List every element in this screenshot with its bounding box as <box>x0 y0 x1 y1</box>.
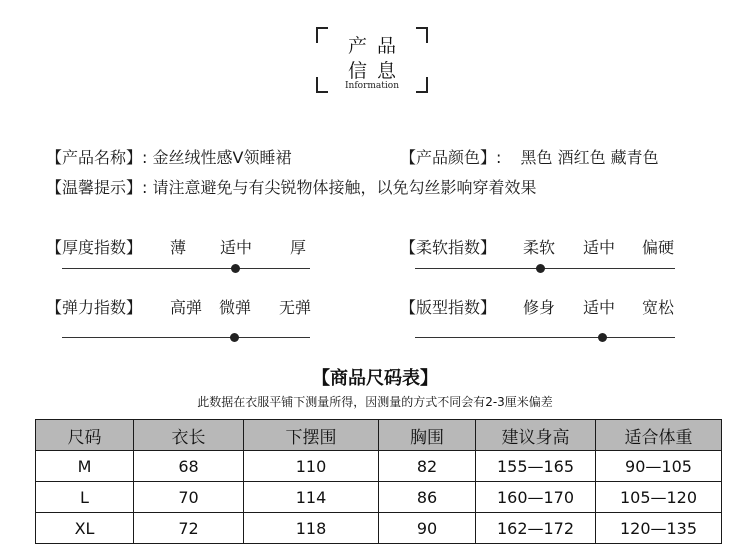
thickness-option-1: 薄 <box>170 238 187 257</box>
softness-option-2: 适中 <box>583 238 616 257</box>
softness-option-1: 柔软 <box>523 238 556 257</box>
header-title-line1: 产品 <box>347 35 406 57</box>
fit-option-3: 宽松 <box>642 298 675 317</box>
header-height: 建议身高 <box>476 420 596 451</box>
header-subtitle: Information <box>344 81 399 91</box>
header-length: 衣长 <box>134 420 244 451</box>
table-cell: 110 <box>244 451 379 482</box>
table-cell: XL <box>36 513 134 544</box>
table-cell: 105—120 <box>596 482 722 513</box>
table-row <box>36 451 722 482</box>
elasticity-option-3: 无弹 <box>279 298 312 317</box>
fit-option-1: 修身 <box>523 298 556 317</box>
thickness-index-label: 【厚度指数】 <box>46 238 143 257</box>
size-table-title: 【商品尺码表】 <box>312 368 438 389</box>
fit-option-2: 适中 <box>583 298 616 317</box>
thickness-scale <box>62 268 310 269</box>
table-cell: 162—172 <box>476 513 596 544</box>
header-size: 尺码 <box>36 420 134 451</box>
table-cell: 120—135 <box>596 513 722 544</box>
table-cell: 155—165 <box>476 451 596 482</box>
table-cell: 90—105 <box>596 451 722 482</box>
product-color-value: 黑色 酒红色 藏青色 <box>520 148 659 167</box>
softness-scale <box>415 268 675 269</box>
size-table-header-row <box>36 420 722 451</box>
table-cell: 68 <box>134 451 244 482</box>
elasticity-marker <box>230 333 239 342</box>
table-cell: 86 <box>379 482 476 513</box>
fit-marker <box>598 333 607 342</box>
table-cell: 72 <box>134 513 244 544</box>
fit-index-label: 【版型指数】 <box>400 298 497 317</box>
size-table-subtitle: 此数据在衣服平铺下测量所得，因测量的方式不同会有2-3厘米偏差 <box>197 395 553 409</box>
thickness-option-2: 适中 <box>220 238 253 257</box>
product-name-row <box>46 145 291 168</box>
table-cell: 160—170 <box>476 482 596 513</box>
table-cell: 118 <box>244 513 379 544</box>
tip-row <box>46 175 537 198</box>
size-table <box>35 419 722 544</box>
tip-label: 【温馨提示】: <box>46 178 148 197</box>
product-color-row <box>400 145 659 168</box>
header-title-line2: 信息 <box>347 60 406 82</box>
elasticity-option-2: 微弹 <box>219 298 252 317</box>
thickness-marker <box>231 264 240 273</box>
header-frame <box>316 27 428 93</box>
tip-value: 请注意避免与有尖锐物体接触，以免勾丝影响穿着效果 <box>152 178 537 197</box>
header-bust: 胸围 <box>379 420 476 451</box>
table-cell: 114 <box>244 482 379 513</box>
softness-option-3: 偏硬 <box>642 238 675 257</box>
table-row <box>36 513 722 544</box>
softness-marker <box>536 264 545 273</box>
product-name-value: 金丝绒性感V领睡裙 <box>152 148 292 167</box>
table-row <box>36 482 722 513</box>
header-hem: 下摆围 <box>244 420 379 451</box>
fit-scale <box>415 337 675 338</box>
table-cell: L <box>36 482 134 513</box>
table-cell: 90 <box>379 513 476 544</box>
elasticity-option-1: 高弹 <box>170 298 203 317</box>
table-cell: M <box>36 451 134 482</box>
elasticity-index-label: 【弹力指数】 <box>46 298 143 317</box>
product-color-label: 【产品颜色】: <box>400 148 502 167</box>
thickness-option-3: 厚 <box>290 238 307 257</box>
table-cell: 70 <box>134 482 244 513</box>
elasticity-scale <box>62 337 310 338</box>
table-cell: 82 <box>379 451 476 482</box>
product-name-label: 【产品名称】: <box>46 148 148 167</box>
softness-index-label: 【柔软指数】 <box>400 238 497 257</box>
header-weight: 适合体重 <box>596 420 722 451</box>
